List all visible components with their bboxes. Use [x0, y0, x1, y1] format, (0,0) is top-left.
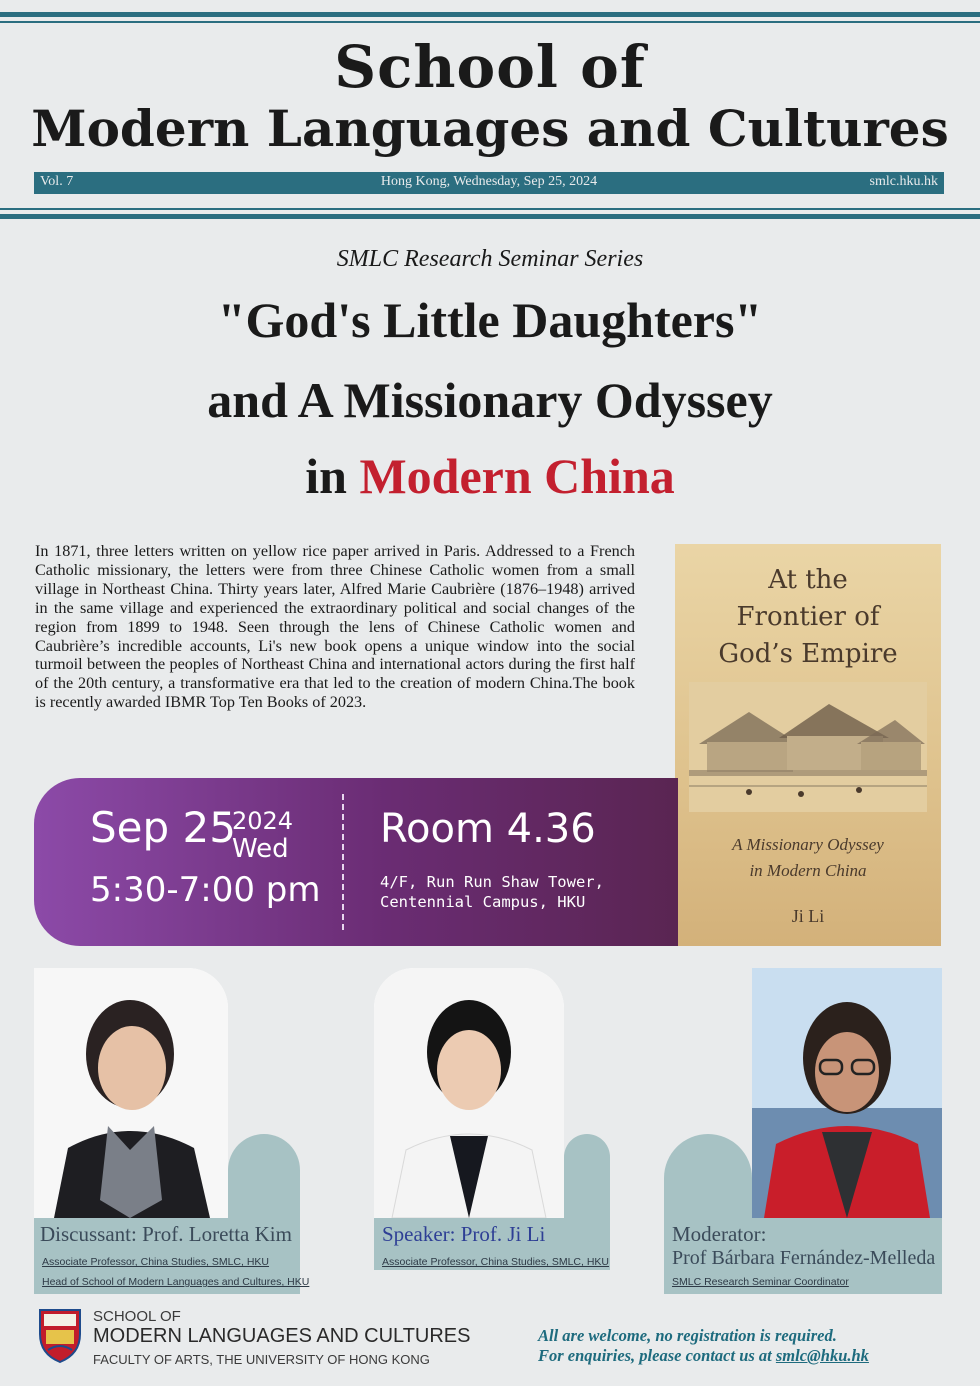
moderator-role-line2: Prof Bárbara Fernández-Melleda [672, 1247, 936, 1269]
footer-logo-line2: MODERN LANGUAGES AND CULTURES [93, 1325, 471, 1347]
contact-email-link[interactable]: smlc@hku.hk [775, 1346, 869, 1365]
abstract-text: In 1871, three letters written on yellow rice paper arrived in Paris. Addressed to a French Catholic missionary, the letters were from three Chinese Catholic women from a small village in Northeast China. Thirty years later, Alfred Marie Caubrière (1876–1948) arrived in the same village and experienced the extraordinary political and social changes of the region from 1899 to 1948. Seen through the lens of Chinese Catholic women and Caubrière’s incredible accounts, Li's new book opens a unique window into the social turmoil between the peoples of Northeast China and international actors during the first half of the 20th century, a transformative era that led to the creation of modern China.The book is recently awarded IBMR Top Ten Books of 2023. [35, 542, 635, 712]
speaker-role: Speaker: Prof. Ji Li [382, 1222, 546, 1246]
discussant-panel [228, 1134, 300, 1218]
speaker-panel [564, 1134, 610, 1218]
event-room: Room 4.36 [380, 806, 596, 852]
event-title-line3 [0, 448, 980, 504]
moderator-role [672, 1222, 935, 1270]
masthead-line2: Modern Languages and Cultures [31, 99, 949, 158]
website-link[interactable]: smlc.hku.hk [869, 174, 938, 189]
book-cover [675, 544, 941, 946]
speaker-photo [374, 968, 564, 1218]
discussant-photo [34, 968, 228, 1218]
moderator-portrait [752, 968, 942, 1218]
footer-note [538, 1326, 869, 1366]
book-subtitle [675, 832, 941, 884]
info-bar [34, 172, 944, 194]
event-title-line1: "God's Little Daughters" [217, 292, 763, 348]
book-subtitle-line1: A Missionary Odyssey [732, 835, 884, 854]
speaker-portrait [374, 968, 564, 1218]
discussant-affiliation-1: Associate Professor, China Studies, SMLC, HKU [42, 1256, 270, 1268]
footer-note-line2 [538, 1346, 869, 1366]
event-date: Sep 25 [90, 803, 236, 852]
book-title-line2: Frontier of [736, 602, 880, 632]
address-line1: 4/F, Run Run Shaw Tower, [380, 873, 604, 891]
moderator-panel [664, 1134, 752, 1218]
speaker-affiliation-1: Associate Professor, China Studies, SMLC, HKU [382, 1256, 610, 1268]
moderator-role-line1: Moderator: [672, 1222, 767, 1246]
discussant-role: Discussant: Prof. Loretta Kim [40, 1222, 292, 1246]
book-author: Ji Li [791, 906, 825, 926]
mid-rule-thick [0, 214, 980, 219]
book-title-line1: At the [768, 565, 848, 595]
event-year: 2024 [232, 807, 294, 835]
event-title-prefix: in [305, 448, 360, 504]
moderator-photo [752, 968, 942, 1218]
event-address [380, 872, 604, 912]
footer-note-line2-prefix: For enquiries, please contact us at [538, 1346, 776, 1365]
book-subtitle-line2: in Modern China [749, 861, 867, 880]
book-title [675, 562, 941, 673]
volume-label: Vol. 7 [40, 174, 74, 189]
book-illustration [689, 682, 927, 812]
footer-logo-line1: SCHOOL OF [93, 1308, 181, 1325]
masthead-line1: School of [334, 33, 646, 101]
discussant-affiliation-2: Head of School of Modern Languages and Cultures, HKU [42, 1276, 310, 1288]
discussant-portrait [34, 968, 228, 1218]
event-weekday: Wed [232, 834, 289, 864]
footer-note-line1: All are welcome, no registration is required. [538, 1326, 837, 1345]
book-title-line3: God’s Empire [718, 639, 898, 669]
event-time: 5:30-7:00 pm [90, 870, 321, 910]
top-rule-thick [0, 12, 980, 17]
event-title-accent: Modern China [359, 448, 675, 504]
event-title-line2: and A Missionary Odyssey [207, 372, 773, 428]
footer-logo-line3: FACULTY OF ARTS, THE UNIVERSITY OF HONG KONG [93, 1352, 430, 1367]
schedule-banner [34, 778, 678, 946]
seminar-series: SMLC Research Seminar Series [336, 246, 644, 272]
top-rule-thin [0, 21, 980, 23]
banner-divider [342, 794, 344, 930]
mid-rule-thin [0, 208, 980, 210]
dateline: Hong Kong, Wednesday, Sep 25, 2024 [380, 174, 598, 189]
moderator-affiliation-1: SMLC Research Seminar Coordinator [672, 1276, 849, 1288]
hku-crest-icon [36, 1306, 84, 1364]
address-line2: Centennial Campus, HKU [380, 893, 586, 911]
